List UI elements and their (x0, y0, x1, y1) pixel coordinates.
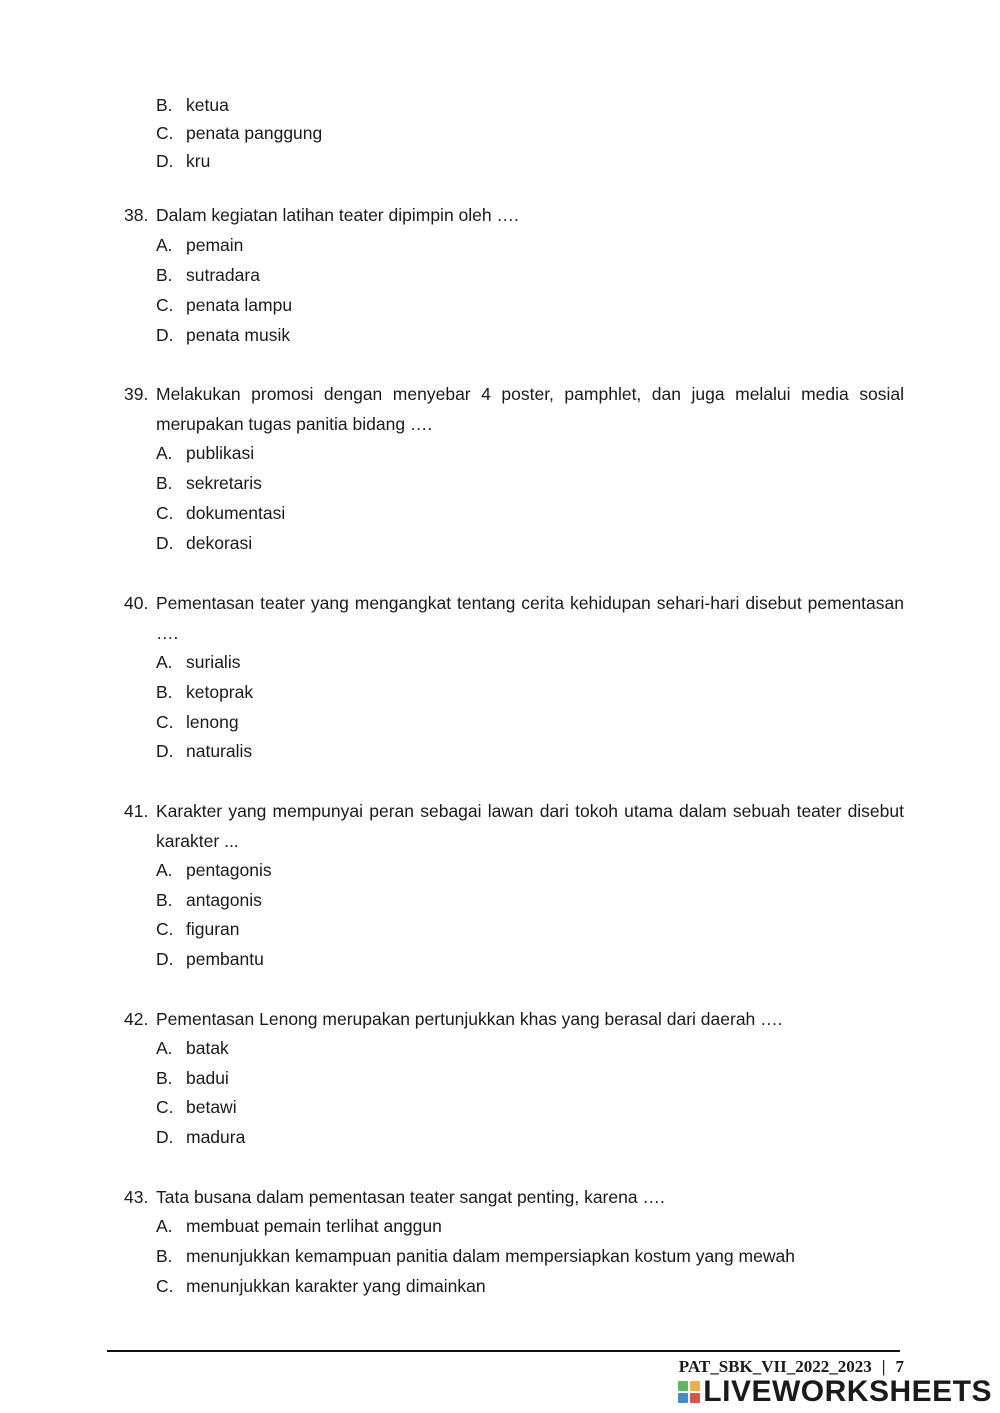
option-43-b[interactable]: B. menunjukkan kemampuan panitia dalam mempersiapkan kostum yang mewah (156, 1246, 795, 1266)
option-42-a[interactable]: A. batak (156, 1038, 229, 1058)
question-40-text: Pementasan teater yang mengangkat tentang cerita kehidupan sehari-hari disebut pementasan …. (156, 593, 904, 643)
option-39-c[interactable]: C. dokumentasi (156, 503, 286, 523)
question-43-text: Tata busana dalam pementasan teater sangat penting, karena …. (156, 1187, 665, 1207)
question-41-text: Karakter yang mempunyai peran sebagai lawan dari tokoh utama dalam sebuah teater disebut karakter ... (156, 801, 904, 851)
question-38-text: Dalam kegiatan latihan teater dipimpin oleh …. (156, 205, 519, 225)
option-37-d[interactable]: D. kru (156, 151, 211, 171)
option-39-b[interactable]: B. sekretaris (156, 473, 262, 493)
question-39: 39. Melakukan promosi dengan menyebar 4 poster, pamphlet, dan juga melalui media sosial merupakan tugas panitia bidang …. (124, 379, 904, 439)
option-38-c[interactable]: C. penata lampu (156, 295, 293, 315)
option-37-b[interactable]: B. ketua (156, 95, 229, 115)
option-43-c[interactable]: C. menunjukkan karakter yang dimainkan (156, 1276, 486, 1296)
brand-name: LIVEWORKSHEETS (703, 1375, 992, 1408)
option-42-d[interactable]: D. madura (156, 1127, 246, 1147)
option-38-a[interactable]: A. pemain (156, 235, 244, 255)
question-41: 41. Karakter yang mempunyai peran sebagai lawan dari tokoh utama dalam sebuah teater disebut karakter ... (124, 796, 904, 856)
footer-separator: | (881, 1357, 886, 1376)
option-42-c[interactable]: C. betawi (156, 1097, 237, 1117)
option-40-b[interactable]: B. ketoprak (156, 682, 254, 702)
option-41-d[interactable]: D. pembantu (156, 949, 264, 969)
option-41-c[interactable]: C. figuran (156, 919, 240, 939)
option-38-d[interactable]: D. penata musik (156, 325, 291, 345)
question-42: 42. Pementasan Lenong merupakan pertunjukkan khas yang berasal dari daerah …. (124, 1004, 904, 1034)
option-42-b[interactable]: B. badui (156, 1068, 229, 1088)
question-39-text: Melakukan promosi dengan menyebar 4 poster, pamphlet, dan juga melalui media sosial merupakan tugas panitia bidang …. (156, 384, 904, 434)
option-37-c[interactable]: C. penata panggung (156, 123, 323, 143)
liveworksheets-brand[interactable] (678, 1376, 992, 1408)
question-43: 43. Tata busana dalam pementasan teater sangat penting, karena …. (124, 1182, 904, 1212)
page-number: 7 (895, 1357, 904, 1376)
page-footer (679, 1357, 904, 1377)
option-40-a[interactable]: A. surialis (156, 652, 241, 672)
footer-divider (107, 1350, 900, 1352)
option-41-b[interactable]: B. antagonis (156, 890, 262, 910)
option-40-c[interactable]: C. lenong (156, 712, 239, 732)
liveworksheets-logo-icon (678, 1381, 700, 1403)
document-code: PAT_SBK_VII_2022_2023 (678, 1357, 872, 1376)
option-38-b[interactable]: B. sutradara (156, 265, 260, 285)
option-39-a[interactable]: A. publikasi (156, 443, 255, 463)
option-39-d[interactable]: D. dekorasi (156, 533, 253, 553)
question-38: 38. Dalam kegiatan latihan teater dipimpin oleh …. (124, 200, 904, 230)
option-43-a[interactable]: A. membuat pemain terlihat anggun (156, 1216, 442, 1236)
question-40: 40. Pementasan teater yang mengangkat tentang cerita kehidupan sehari-hari disebut pementasan …. (124, 588, 904, 648)
option-41-a[interactable]: A. pentagonis (156, 860, 272, 880)
question-42-text: Pementasan Lenong merupakan pertunjukkan khas yang berasal dari daerah …. (156, 1009, 783, 1029)
option-40-d[interactable]: D. naturalis (156, 741, 253, 761)
